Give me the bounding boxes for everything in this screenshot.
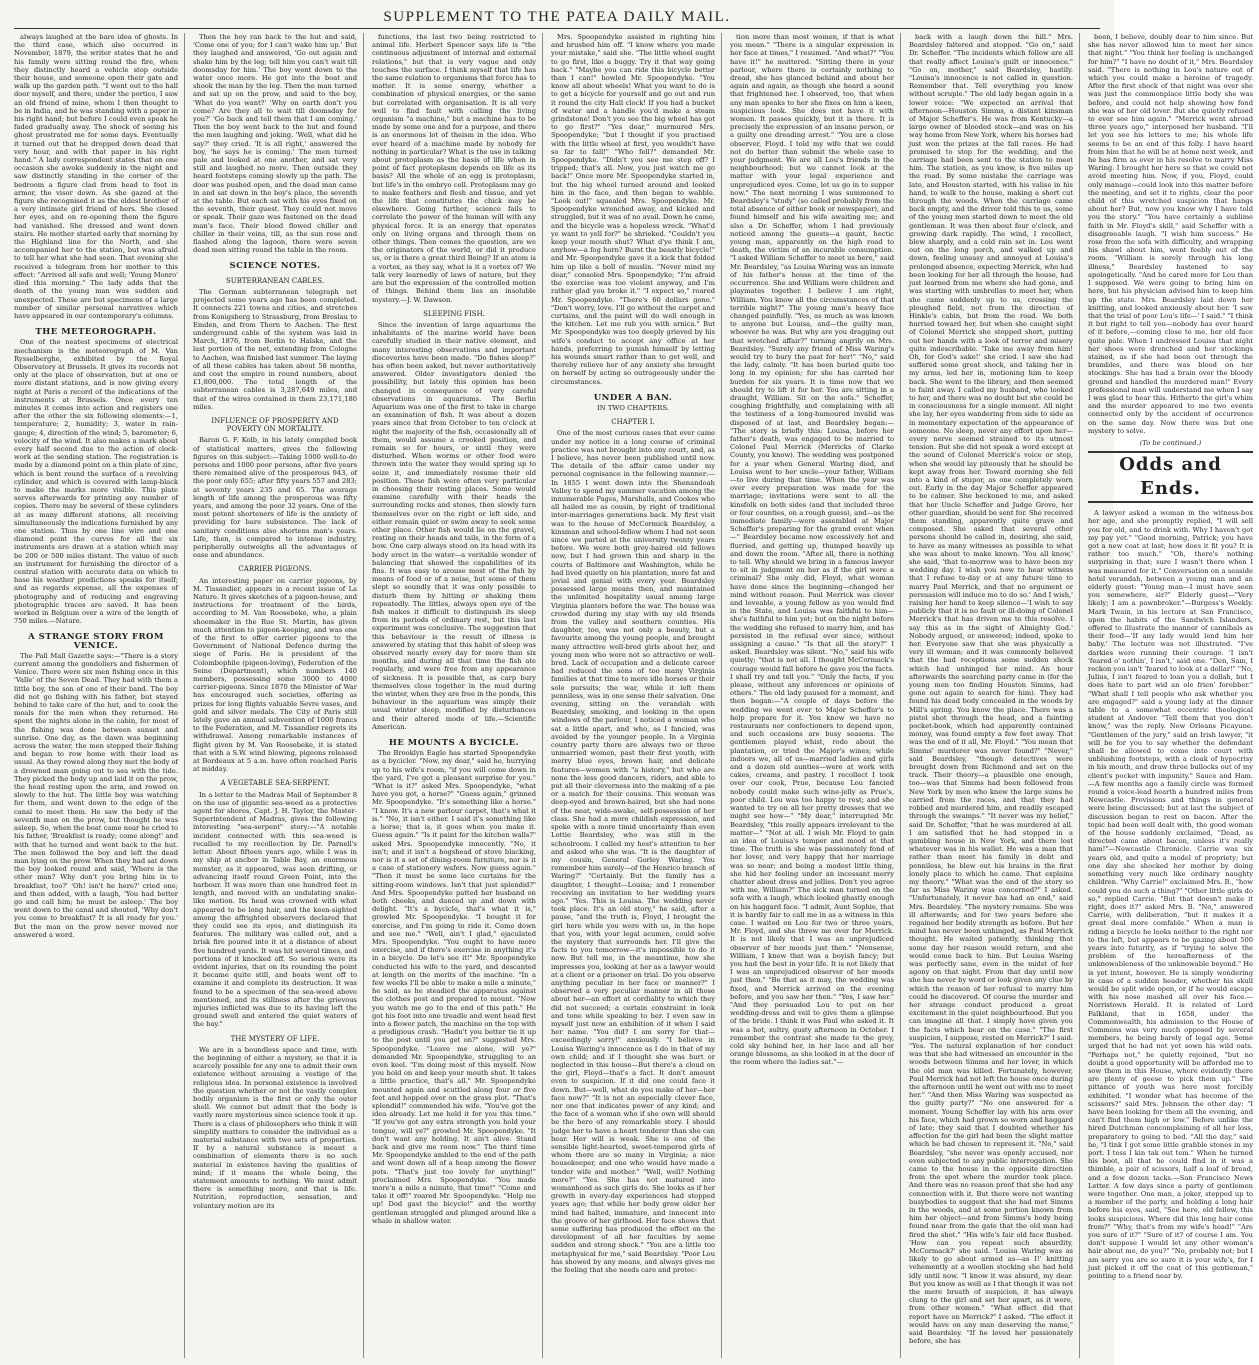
paragraph: Since the invention of large aquariums the inhabitants of the marine world have been carefully studied in their native element, and many interesting observations and important discoveries have been made. "Do fishes sleep?" has often been asked, but never authoritatively answered. Older investigators denied the possibility, but lately this opinion has been changed in consequence of very careful observations in aquariums. The Berlin Aquarium was one of the first to take in charge an examination of fish. It was about a dozen years since that from October to ten o'clock at night the majority of the fish, occasionally all of them, would assume a crooked position, and remain so for hours, or until they were disturbed. When worms or other food were thrown into the water they would spring up to seize it, and immediately resume their old position. These fish were often very particular in choosing their resting places. Some would examine carefully with their heads the surrounding rocks and stones, then slowly turn themselves over on the right or left side, and either remain quiet or swim away to seek some other place. Other fish would lie on the gravel, resting on their heads and tails, in the form of a bow. One carp always stood on its head with its body erect in the water—a veritable wonder of balancing that showed the capabilities of its fins. It was easy to arouse most of the fish by means of food or of a noise, but some of them slept so soundly that it was only possible to disturb them by hitting or shaking them repeatedly. The littles, always open eye of the fish makes it difficult to distinguish its sleep from its periods of ordinary rest, but this last experiment was conclusive. The suggestion that this behaviour is the result of illness is answered by stating that this habit of sleep was observed nearly every day for more than six months, and during all that time the fish ate regularly, and were free from any appearance of sickness. It is possible that, as carp bury themselves close together in the mud during the winter, when they are free in the ponds, this behaviour in the aquarium was simply their usual winter sleep, modified by disturbances and their altered mode of life.—Scientific American. <box>372 320 536 731</box>
paragraph: back with a laugh down the hill." Mrs. Beardsley faltered and stopped. "Go on," said Dr. Scheffer. "The incidents which follow are all that really affect Louisa's guilt or innocence." "Go on, mother," said Beardsley, hastily. "Louisa's innocence is not called in question. Remember that. Tell everything you know without scruple." The old lady began again in a lower voice: "We expected an arrival that afternoon—Houston Simms, a distant kinsman of Major Scheffer's. He was from Kentucky—a large owner of blooded stock—and was on his way home from New York, where his horses had just won the prizes at the fall races. He had promised to stop for the wedding, and the carriage had been sent to the station to meet him. The station, as you know, is five miles up the road. By some mistake the carriage was late, and Houston started, with his valise in his hand, to walk to the house, making a short cut through the woods. When the carriage came back empty, and the driver told this to us, some of the young men started down to meet the old gentleman. It was then about four o'clock, and growing dark rapidly. The wind, I recollect, blew sharply, and a cold rain set in. Lou went out on the long porch, and walked up and down, feeling uneasy and annoyed at Louisa's prolonged absence, expecting Merrick, who had been looking for her all through the house, had just learned from me where she had gone, and was starting with umbrellas to meet her, when she came suddenly up to us, crossing the ploughed field, not from the direction of Hinkle's cabin, but from the road. We both hurried toward her, but when she caught sight of Colonel Merrick she stopped short, putting out her hands with a look of terror and misery quite indescribable. 'Take me away from him! Oh, for God's sake!' she cried. I saw she had suffered some great shock, and taking her in my arms, led her in, motioning him to keep back. She went to the library, and then seemed to faint away. I called my husband, who looked to her, and there was no doubt but she could be in consciousness for a single moment. All night she lay, her eyes wandering from side to side as in momentary expectation of the appearance of someone. No sleep, never any effort upon her—every nerve seemed strained to its utmost tension. But she did not speak a word except at the sound of Colonel Merrick's voice or step, when she would lay piteously that he should be kept away from her. Toward morning she fell into a kind of stupor, as one completely worn out. Early in the day Major Scheffer appeared to be calmer. She beckoned to me, and asked that her Uncle Scheffer and Judge Grove, her other guardian, should be sent for. She received them standing, apparently quite grave and composed. She asked that several other persons should be called in, desiring, she said, to have as many witnesses as possible to what she was about to make known. 'You all know,' she said, 'that to-morrow was to have been my wedding day. I wish you now to hear witness that I refuse to-day or at any future time to marry Paul Merrick, and that no argument or persuasion will induce me to do so.' And I wish,' raising her hand to keep silence—'I wish to say publicly that it is no fault or ill-doing of Colonel Merrick's that has driven me to this resolve. I say this as in the sight of Almighty God.' Nobody argued, or answered; indeed, spoke to her. Everyone saw that she was physically a very ill woman; and it was commonly believed that the bad receptions some sudden shock which had unhinged her mind. An hour afterwards the searching party came in (for the young men too finding Houston Simms, had gone out again to search for him). They had found his dead body concealed in the woods by Mill's spring. You know the place. There was a pistol shot through the head, and a fainting pocket-book, which had apparently contained money, was found empty a few feet away. That was the end of it all, Mr. Floyd." "You mean that Simms' murderer was never found?" "Never," said Beardsley, "though detectives were brought down from Richmond and set on the track. Their theory—a plausible one enough, too—was that Simms had been followed from New York by men who knew the large sums he carried from the races, and that they had robbed and murdered him, and readily escaped through the swamps." "It never was my belief," said Dr. Scheffer, "that he was murdered at all. I am satisfied that he had stopped in a gambling house in New York, and there lost whatever was in his wallet. He was a man that rather than meet his family in debt and penniless, he blew out his brains in the first lonely place to which he came. That explains my theory." "What was the end of the story so far as Miss Waring was concerned?" I asked. "Unfortunately, it never has had an end," said Mrs. Beardsley. "The mystery remains. She was ill afterwards; and for two years before she regained her bodily strength as before. But her mind has never been unhinged, as Paul Merrick thought. He waited patiently, thinking that some day her reason would return, and she would come back to him. But Louisa Waring was perfectly sane, even in the midst of her agony on that night. From that day until now she has never by word or look given any clue by which the reason of her refusal to marry him could be discovered. Of course the murder and her strange conduct produced a great excitement in the quiet neighbourhood. But you can imagine all that. I simply have given you the facts which bear on the case." "The first suspicion, I suppose, rested on Merrick?" I said. "Yes. The natural explanation of her conduct was that she had witnessed an encounter in the woods between Simms and her lover, in which the old man was killed. Fortunately, however, Paul Merrick had not left the house once during the afternoon until he went out with me to meet her." "And then Miss Waring was suspected as the guilty party?" "No one answered for a moment. Young Scheffer lay with his arm over his face, which had grown so worn and haggard of late; they said that I doubted whether his affection for the girl had been the slight matter which he had chosen to represent it. "No," said Beardsley, "she never was openly accused, nor even subjected to any public interrogation. She came to the house in the opposite direction from the spot where the murder took place. And there was no reason proof that she had any connection with it. But there were not wanting busybodies to suggest that she had met Simms in the woods, and at some portion known from him her object—and from Simms's body being found near from the gate that the old man had fired the shot." "His wife's fair old face flushed. 'How can you repeat such absurdity, McCormack?' she said. 'Louisa Waring was as likely to go about armed as—as I!' knitting vehemently at a woollen stocking she had held idly until now. "I know it was absurd, my dear. But you know as well as I that though it was not the mere breath of suspicion, it has always clung to the girl and set her apart, as it were, from other women." "What effect did that report have on Merrick?" I asked. "The effect it would have on any man deserving the name," said Beardsley. "If he loved her passionately before, she has <box>909 33 1073 1346</box>
paragraph: tion more than most women, if that is what you mean." "There is a singular expression in her face at times," I resumed. "And what?" "You have it!" he muttered. "Sitting there in your parlour, where there is certainly nothing to dread, she has glanced behind and about her again and again, as though she heard a sound that frightened her. I observed, too, that when any man speaks to her she fixes on him a keen, suspicious look. She does not have it with women. It passes quickly, but it is there. It is precisely the expression of an insane person, or a guilty one dreading arrest." "You are a close observer, Floyd. I told my wife that we could not do better than submit the whole case to your judgment. We are all Lou's friends in the neighbourhood; but we cannot look at the matter with your legal experience and unprejudiced eyes. Come, let us go in to supper now." The next morning I was summoned to Beardsley's "study" (so called probably from the total absence of either book or newspaper), and found himself and his wife awaiting me; and also a Dr. Scheffer, whom I had previously noticed among the guests—a gaunt, hectic young man, apparently on the high road to death, the victim of an incurable consumption. "I asked William Scheffer to meet us here," said Mr. Beardsley, "as Louisa Waring was an inmate of his father's house at the time of the occurrence. She and William were children and playmates together. I believe I am right, William. You know all the circumstances of that terrible night?" The young man's heavy face changed painfully. "Yes, as much as was known to anyone but Louisa, and—the guilty man, whoever he was. But why are you dragging out that wretched affair?" turning angrily on Mrs. Beardsley. "Surely any friend of Miss Waring's would try to bury the past for her!" "No," said the lady, calmly. "It has been buried quite too long in my opinion; for she has carried her burden for six years. It is time now that we should try to lift it for her. You are sitting in a draught, William. Sit on the sofa." Scheffer, coughing frightfully, and complaining with all the testiness of a long-humoured invalid was disposed of at last, and Beardsley began:— "The story is briefly this: Louisa, before her father's death, was engaged to be married to Colonel Paul Merrick (Merricks of Clarke County, you know). The wedding was postponed for a year when General Waring died, and Louisa went to her uncle—your father, William—to live during that time. When the year was over every preparation was made for the marriage; invitations were sent to all the kinsfolk on both sides (and that included three or four counties, on a rough guess), and—as the immediate family—were assembled at Major Scheffer's preparing for the grand event when—" Beardsley became now excessively hot and flurried, and getting up, thumped heavily up and down the room. "After all, there is nothing to tell. Why should we bring in a famous lawyer to sit in judgment on her as if the girl were a criminal? She only did, Floyd, what woman have done since the beginning—changed her mind without reason. Paul Merrick was clever and loveable, a young fellow as you would find in the State, and Louisa was faithful to him—she's faithful to him yet; but on the night before the wedding she refused to marry him, and has persisted in the refusal ever since, without assigning a cause." "Is that all the story?" I asked. Beardsley was silent. "No," said his wife quietly; "that is not all. I thought McCormack's courage would fall before he gave you the facts. I shall try and tell you." "Only the facts, if you please, without any inferences or opinions of others." The old lady paused for a moment, and then began:—"A couple of days before the wedding we went over to Major Scheffer's to help prepare for it. You know we have no restaurants nor confectioners to depend upon, and such occasions are busy seasons. The gentlemen played whist, rode about the plantation, or tried the Major's wines; while indoors we, all of us—married ladies and girls and a dozen old aunties—were at work with cakes, creams, and pastry. I recollect I took over our cook, Prue, because Lou fancied nobody could make such wine-jelly as Prue's, poor child. Lou was too happy to rest; and she wanted to try on all her pretty dresses that we might see how—" "My dear," interrupted Mr. Beardsley, "this really appears irrelevant to the matter—" "Not at all. I wish Mr. Floyd to gain an idea of Louisa's temper and mood at that time. The truth is she was passionately fond of her lover, and very happy that her marriage was so near; and being a modest little thing, she hid her feeling under an incessant merry chatter about dress and jellies. Don't you agree with me, William?" The sick man turned on the sofa with a laugh, which looked ghastly enough on his haggard face. "I admit, Aunt Sophie, that it is hardly fair to call me in as a witness in this case. I waited on Lou for two or three years, Mr. Floyd, and she threw me over for Merrick. It is not likely that I was an unprejudiced observer of her moods just then." "Nonsense, William, I knew that was a boyish fancy; but you had the best in your life. It is not likely that I was an unprejudiced observer of her moods just then." "Be that as it may, the wedding was fixed, and Merrick arrived on the evening before, and you saw her then." "Yes, I saw her." "And they persuaded Lou to put on her wedding-dress and veil to give them a glimpse of the bride. I think it was Paul who asked it. It was a hot, sultry, gusty afternoon in October. I remember the contrast she made to the grey, cold sky behind her, in her lace and all her orange blossoms, as she looked in at the door of the room where the ladies sat."— <box>730 33 894 1067</box>
paragraph: The German subterranean telegraph net projected some years ago has been completed. It connects 221 towns and cities, and stretches from Konigsberg to Strassburg, from Breslau to Emden, and from Thorn to Aachen. The first underground cable of the system was laid in March, 1876, from Berlin to Halske, and the last portion of the net, extending from Cologne to Aachen, was finished last summer. The laying of all these cables has taken about 58 months, and cost the empire in round numbers, about £1,800,000. The total length of the subterranean cables is 3,287,649 miles, and that of the wires contained in them 23,171,180 miles. <box>193 287 357 411</box>
paragraph: In a letter to the Madras Mail of September 8 on the use of gigantic sea-weed as a protective agent for shores, Capt. J. H. Taylor, the Master-Superintendent of Madras, gives the following interesting "sea-serpent" story:—"A notable incident connected with this sea-weed is recalled to my recollection by Dr. Parnell's letter. About fifteen years ago, while I was in my ship at anchor in Table Bay, an enormous monster, as it appeared, was seen drifting, or advancing itself round Green Point, into the harbour. It was more than one hundred feet in length, and moved with an undulating snake-like motion. Its head was crowned with what appeared to be long hair, and the keen-sighted among the affrighted observers declared that they could see its eyes, and distinguish its features. The military was called out, and a brisk fire poured into it at a distance of about five hundred yards. It was hit several times, and portions of it knocked off. So serious were its evident injuries, that on its rounding the point it became quite still, and boats went off to examine it and complete its destruction. It was found to be a specimen of the sea-weed above mentioned, and its stillness after the grievous injuries inflicted was due to its having left the ground swell and entered the quiet waters of the bay." <box>193 790 357 1029</box>
section-subheading: A VEGETABLE SEA-SERPENT. <box>220 779 330 788</box>
section-subheading: INFLUENCE OF PROSPERITY AND POVERTY ON MORTALITY. <box>211 416 339 434</box>
paragraph: We are in a boundless space and time, with the beginning of either a mystery, so that it is scarcely possible for any one to admit their own existence without arousing a vestige of the religious idea. In personal existence is involved the question whether or not the vastly complex bodily organism is the first or only the outer shell. We cannot but admit that the body is vastly more mysterious since science took it up. There is a class of philosophers who think it will simplify matters to consider the individual as a material substance with two sets of properties. If by a natural substance is meant a combination of elements there is no such material in existence having the qualities of mind; if it means the whole being, the statement amounts to nothing. We must admit there is something more, and that is life. Nutrition, reproduction, sensation, and voluntary motion are its <box>193 1045 357 1210</box>
paragraph: been, I believe, doubly dear to him since. But she has never allowed him to meet her since that night." "You think her feeling is unchanged for him?" "I have no doubt of it," Mrs. Beardsley said. "There is nothing in Lou's nature out of which you could make a heroine of tragedy. After the first shock of that night was over she was just the commonplace little body she was before, and could not help showing how fond she was of her old lover. But she quietly refused to ever see him again." "Merrick went abroad three years ago," interposed her husband. "I'll let you see his letters to me; his whole life seems to be an end of this folly. I have heard from him that he will be at home next week, and he has firm as ever in his resolve to marry Miss Waring. I brought her here so that we could not avoid meeting him. Now, if you, Floyd, could only manage—could look into this matter before the meeting, and set it to rights, clear the poor child of this wretched suspicion that hangs about her? But, now you know why I have told you the story." "You have certainly a sublime faith in Mr. Floyd's skill," said Scheffer with a disagreeable laugh. "I wish him success." He rose from the sofa with difficulty, and wrapping his shawl about him, went feebly out of the room. "William is sorely through his long illness," Beardsley hastened to say apologetically. "And he cared more for Lou than I supposed. We were going to bring him on here, but his physician advised him to keep him up the state. Mrs. Beardsley laid down her knitting, and looked anxiously about her. 'I saw that the trial of poor Lou's life—' I said." "I think it but right to tell you—nobody has ever heard of it before,—coming close to me, her old face quite pale. When I undressed Louisa that night her shoes were drenched and her stockings stained, as if she had been out through the brambles, and there was blood on her stockings. She has had a brain over the bloody ground and handled the murdered man!" Every professional man will understand me when I say I was glad to hear this. Hitherto the girl's whim and the murder appeared to me two events connected only by the accident of occurrence on the same day. Now there was but one mystery to solve. <box>1088 33 1253 435</box>
column-6 <box>909 33 1080 1358</box>
paragraph: always laughed at the bare idea of ghosts. In the third case, which also occurred in November, 1879, the writer states that he and his family were sitting round the fire, when they distinctly heard a vehicle stop outside their house, and someone open their gate and walk up the garden path. "I went out to the hall door myself, and there, under the portico, I saw an old friend of mine, whom I then thought to be in India, and he was standing with a paper in his right hand; but before I could even speak he faded gradually away. The shock of seeing his ghost prostrated me for some days. Eventually it turned out that he dropped down dead that very hour, and with that paper in his right hand." A lady correspondent states that on one occasion she awoke suddenly in the night and saw distinctly standing in the corner of the bedroom a figure clad from head to foot in armor, the visor down. As she gazed at the figure she recognised it as the eldest brother of a very intimate girl friend of hers. She closed her eyes, and on re-opening them the figure had vanished. She dressed and went down stairs. He mother started early that morning by the Highland line for the North, and she accompanied her to the station, but was afraid to tell her what she had seen. That evening she received a telegram from her mother to this effect: "Arrived all safe and well; 'Young Monro' died this morning." The lady adds that the death of the young man was sudden and unexpected. These are but specimens of a large number of similar personal narratives which have appeared in our contemporary's columns. <box>14 33 178 320</box>
paragraph: An interesting paper on carrier pigeons, by M. Tissandier, appears in a recent issue of La Nature. It gives sketches of a pigeon-house, and instructions for treatment of the birds, according to M. Van Roosebeke, who, a plain shoemaker in the Rue St. Martin, has given much attention to pigeon-keeping, and was one of the first to offer carrier pigeons to the Government of National Defence during the siege of Paris. He is president of the Colombophile (pigeon-loving), Federation of the Seine (Department), which numbers 140 members, possessing some 3000 to 4000 carrier-pigeons. Since 1870 the Minister of War has encouraged such societies, offering as prizes for long flights valuable Sevre vases, and gold and silver medals. The City of Paris still lately gave an annual subvention of 1000 francs to the Federation, and M. Tissandier regrets its withdrawal. Among remarkable instances of flight given by M. Van Roosebeke, it is stated that with a S.W. wind blowing, pigeons released at Bordeaux at 5 a.m. have often reached Paris at midday. <box>193 576 357 774</box>
section-subheading: SLEEPING FISH. <box>423 309 485 318</box>
subheading: IN TWO CHAPTERS. <box>597 403 669 412</box>
column-5 <box>730 33 901 1358</box>
column-7 <box>1088 33 1259 1358</box>
paragraph: The Brooklyn Eagle has started Spoopendyke as a bycicler. "Now, my dear," said he, hurrying up to his wife's room, "if you will come down in the yard, I've got a pleasant surprise for you." "What is it?" asked Mrs. Spoopendyke, "what have you got, a horse?" "Guess again," grinned Mr. Spoopendyke. "It's something like a horse." "I know. It's a new parlour carpet, that's what it is." "No, it isn't either. I said it's something like a horse; that is, it goes when you make it. Guess again." "Is it paint for the kitchen walls?" asked Mrs. Spoopendyke innocently. "No, it isn't; and it isn't a hogshead of stove blacking, nor is it a set of dining-room furniture, nor is it a case of stationery wafers. Now guess again." "Then it must be some lace curtains for the sitting-room windows. Isn't that just splendid?" And Mrs. Spoopendyke patted her husband on both cheeks, and danced up and down with delight. "It's a bycicle, that's what it is," growled Mr. Spoopendyke. "I bought it for exercise, and I'm going to ride it. Come down and see me." "Well, ain't I glad," ejaculated Mrs. Spoopendyke. "You ought to have more exercise, and if there's exercise in anything it's in a bicycle. Do let's see it!" Mr. Spoopendyke conducted his wife to the yard, and descanted at length on the merits of the machine. "In a few weeks I'll be able to make a mile a minute," he said, as he steadied the apparatus against the clothes post and prepared to mount. "Now you watch me go to the end of this path." He got his foot into one treadle and went head first into a flower patch, the machine on the top with a prodigious crash. "Hadn't you better tie it up to the post until you get on?" suggested Mrs. Spoopendyke. "Leave me alone, will ye?" demanded Mr. Spoopendyke, struggling to an even keel. "I'm doing most of this myself. Now you hold on and keep your mouth shut. It takes a little practice, that's all." Mr. Spoopendyke mounted again and scuttled along four or five feet and hopped over on the grass plot. "That's splendid!" commended his wife. "You've got the idea already. Let me hold it for you this time." "If you've got any extra strength you hold your tongue, will ye?" growled Mr. Spoopendyke. "It don't want any holding. It ain't alive. Stand back and give me room now." The third time Mr. Spoopendyke ambled to the end of the path and went down all of a heap among the flower pots. "That's just too lovely for anything!" proclaimed Mrs. Spoopendyke. "You made more'n a mile a minute, that time!" "Come and take it off!" roared Mr. Spoopendyke. "Help me up! Dod gast the bicycle!" and the worthy gentleman struggled and plunged around like a whale in shallow water. <box>372 749 536 1225</box>
paragraph: Baron G. F. Kolb, in his lately compiled book of statistical matters, gives the following figures on this subject:—Taking 1000 well-to-do persons and 1000 poor persons, after five years there remained alive of the prosperous 943, of the poor only 655; after fifty years 557 and 283; at seventy years 235 and 65. The average length of life among the prosperous was fifty years, and among the poor 32 years. One of the most potent shorteners of life is the anxiety of providing for bare subsistence. The lack of sanitary conditions also shortens man's years. Life, then, is compared to intense industry, peripherally outweighs all the advantages of ease and abundance. <box>193 436 357 560</box>
section-subheading: THE MYSTERY OF LIFE. <box>230 1034 320 1043</box>
section-subheading: SUBTERRANEAN CABLES. <box>226 276 324 285</box>
article-heading: A STRANGE STORY FROM VENICE. <box>28 632 164 651</box>
odds-and-ends-heading: Odds and Ends. <box>1088 451 1253 503</box>
article-heading: SCIENCE NOTES. <box>229 261 321 272</box>
article-heading: UNDER A BAN. <box>593 392 673 403</box>
paragraph: One of the most curious cases that ever came under my notice in a long course of criminal practice was not brought into any court, and, as I believe, has never been published until now. The details of the affair came under my personal cognisance in the following manner:— In 1855 I went down into the Shenandoah Valley to spend my summer vacation among the innumerable Pages, Marshalls, and Cookes who all hailed me as cousin, by right of traditional inter-marriages generations back. My first visit was to the house of McCormick Beardsley, a kinsman and school-fellow whom I had not seen since we parted at the university twenty years before. We were both grey-haired old fellows now, but I had grown thin and sharp in the courts of Baltimore and Washington, while he had lived quietly on his plantation, more fat and jovial and genial with every year. Beardsley possessed large means then, and maintained the unlimited hospitality usual among large Virginia planters before the war. The house was crowded during my stay with my old friends from the valley and southern counties. His daughter, too, was not only a beauty, but a favourite among the young people, and brought many attractive well-bred girls about her, and young men who were not so attractive or well-bred. Lack of occupation and a delicate career had reduced the sons of too many Virginia families at that time to mere idle horses or their sole pursuits; the war, while it left them penniless, was in one sense their salvation. One evening, sitting on the verandah with Beardsley, smoking, and looking in the open windows of the parlour, I noticed a woman who sat a little apart, and who, as I fancied, was avoided by the younger people. In a Virginia country party there are always two or three unmarried women, past their first youth, with merry blue eyes, brown hair, and delicate features—women with "a history," but who are none the less good dancers, riders, and able to put all their cleverness into the making of a pie or a match for their cousins. This woman was deep-eyed and brown-haired, but she had none of the neat, wide-awake, self-possession of her class. She had a more childish expression, and spoke with a more timid uncertainty than even Lottie Beardsley, who was still in the schoolroom. I called my host's attention to her and asked who she was. "It is the daughter of my cousin, General Gorley Waring. You remember him surely—of the Henrico branch of Waring?" "Certainly. But the family has a daughter, I thought—Louisa; and I remember receiving an invitation to her wedding years ago." "Yes. This is Louisa. The wedding never took place. It's an old story," he said, after a pause, "and the truth is, Floyd, I brought the girl here while you were with us, in the hope that you, with your legal acumen, could solve the mystery that surrounds her. I'll give the facts to you tomorrow—it's impossible to do it now. But tell me, in the meantime, how she impresses you, looking at her as a lawyer would at a client or a prisoner on trial. Do you observe anything peculiar in her face or manner?" I observed a very peculiar manner in all those about her—an effort at cordiality to which they did not succeed; a certain constraint in look and tone while speaking to her. I even saw in myself just now an exhibition of it when I said her name. "You did? I am sorry for that—exceedingly sorry!" anxiously. "I believe in Louisa Waring's innocence as I do in that of my own child; and if I thought she was hurt or neglected in this house—But there's a cloud on the girl, Floyd—that's a fact. It don't amount even to suspicion. If it did one could face it down. But—well, what do you make of her—her face now?" "It is not an especially clever face, nor one that indicates power of any kind; and the face of a woman who if she own will should be the hero of any remarkable story. I should judge her to have a heart tenderer than she can bear. Her will is weak. She is one of the sensible light-hearted, sweet-tempered girls of whom there are so many in Virginia; a nice housekeeper, and one who would have made a tender wife and mother." "Well, well? Nothing more?" "Yes. She has not matured into womanhood as such girls do. She looks as if her growth in every-day experiences had stopped years ago; that while her body grew older her mind had halted, immature, and innocent into the groove of her girlhood. Her face shows that some suffering has produced the effect on the development of all her faculties by some sudden and strong shock." "You are a little too metaphysical for me," said Beardsley. "Poor Lou has showed by any means, and always gives me the feeling that she needs care and protec- <box>551 429 715 1275</box>
column-4 <box>551 33 722 1358</box>
paragraph: One of the neatest specimens of electrical mechanism is the meteorograph of M. Van Rysselberghe, exhibited by the Royal Observatory at Brussels. It gives its records not only at the place of observation, but at one or more distant stations, and is now giving every night at Paris a record of the indications of the instruments at Brussels. Once every ten minutes it comes into action and registers one after the other the six following elements:—1, temperature; 2, humidity; 3, water in rain-gauge; 4, direction of the wind; 5, barometer; 6, velocity of the wind. It also makes a mark about every half second due to the action of clock-work at the sending station. The registration is made by a diamond point on a thin plate of zinc, which is bent round the surface of a revolving cylinder, and which is covered with lamp-black to make the marks more visible. This plate serves afterwards for printing any number of copies. There may be several of these cylinders at as many different stations, all receiving simultaneously the indications furnished by any one station. Thus by one line wire and one diamond point the curves for all the six instruments are drawn at a station which may be 200 or 500 miles distant. The value of such an instrument for furnishing the director of a central station with accurate data on which to base his weather predictions speaks for itself; and as regards expense, all the expenses of photography and of reducing and engraving photographic traces are saved. It has been worked in Belgium over a wire of the length of 750 miles.—Nature. <box>14 338 178 626</box>
paragraph: Then the boy ran back to the hut and said, 'Come one of you; for I can't wake him up.' But they laughed and answered, 'Go out again and shake him by the leg; tell him you can't wait till doomsday for him.' The boy went down to the water once more. He got into the boat and shook the man by the leg. Then the man turned and sat up on the prow, and said to the boy, 'What do you want?' 'Why on earth don't you come? Are they all to wait till doomsday for you?' 'Go back and tell them that I am coming.' Then the boy went back to the hut and found the men laughing and joking. 'Well, what did he say?' they cried. 'It is all right,' answered the boy, 'he says he is coming.' The men turned pale and looked at one another, and sat very still and laughed no more. Then outside they heard footsteps coming slowly up the path. The door was pushed open, and the dead man came in and sat down in the boy's place, the seventh at the table. But each sat with his eyes fixed on the seventh, their guest. They could not move or speak. Their gaze was fastened on the dead man's face. Their blood flowed chiller and chiller in their veins, till, as the sun rose and flashed along the lagoon, there were seven dead men sitting round the table in the room. <box>193 33 357 255</box>
columns <box>14 33 1254 1358</box>
paragraph: Mrs. Spoopendyke assisted in righting him and brushed him off. "I know where you made your mistake," said she. "The little wheel ought to go first, like a buggy. Try it that way going back." "Maybe you can ride this bicycle better than I can!" howled Mr. Spoopendyke. "You know all about wheels! What you want to do is to get a bicycle for yourself and go out and run it round the city Hall clock! If you had a bucket of water and a handle you'd make a steam grindstone! Don't you see the big wheel has got to go first?" "Yes dear," murmured Mrs. Spoopendyke; "but I thought if you practised with the little wheel at first, you wouldn't have so far to fall!" "Who fell?" demanded Mr. Spoopendyke. "Didn't you see me step off? I tripped; that's all. Now, you just watch me go back!" Once more Mr. Spoopendyke started in, but the big wheel turned around and looked him in the face, and then began to wabble. "Look out!" squealed Mrs. Spoopendyke. Mr. Spoopendyke wrenched away, and kicked and struggled, but it was of no avail. Down he came, and the bicycle was a hopeless wreck. "What'd ye want to yell for?" he shrieked. "Couldn't you keep your mouth shut? What d'ye think I am, anyhow—a fog horn? Burst the beastly bicycle!" and Mr. Spoopendyke gave it a kick that folded him up like a boll of muslin. "Never mind my dear," consoled Mrs. Spoopendyke; "I'm afraid the exercise was too violent anyway, and I'm rather glad you broke it." "I expect so," roared Mr. Spoopendyke. "There's 60 dollars gone." "Don't worry, love. I'll go without the carpet and curtains, and the paint will do well enough in the kitchen. Let me rub you with arnica." But Mr. Spoopendyke was too deeply grieved by his wife's conduct to accept any office at her hands, preferring to punish himself by letting his wounds smart rather than to get well, and thereby relieve her of any anxiety she brought on herself by acting so outrageously under the circumstances. <box>551 33 715 386</box>
continued-note: (To be continued.) <box>1139 438 1202 447</box>
column-3 <box>372 33 543 1358</box>
column-2 <box>193 33 364 1358</box>
column-1 <box>14 33 185 1358</box>
masthead: SUPPLEMENT TO THE PATEA DAILY MAIL. <box>14 6 1100 29</box>
section-subheading: CHAPTER I. <box>611 418 655 427</box>
paragraph: The Pall Mall Gazette says:—"There is a story current among the gondoliers and fishermen of Venice. There were six men fishing once in this 'Valle' of the Seven Dead. They had with them a little boy, the son of one of their band. The boy did not go fishing with his father, but stayed behind to take care of the hut, and to cook the meals for the men when they returned. He spent the nights alone in the cabin, for most of the fishing was done between sunset and sunrise. One day, as the dawn was beginning across the water, the men stopped their fishing and began to row home with their load as usual. As they rowed along they met the body of a drowned man going out to sea with the tide. They picked the body up and laid it on the prow, the head resting upon the arm, and rowed on slowly to the hut. The little boy was watching for them, and went down to the edge of the canal to meet them. He saw the body of the seventh man on the prow, but thought he was asleep. So, when the boat came near he cried to his father, 'Breakfast is ready; come along!' and with that he turned and went back to the hut. The men followed the boy and left the dead man lying on the prow. When they had sat down the boy looked round and said, 'Where is the other man? Why don't you bring him in to breakfast, too?' 'Oh! isn't he here?' cried one; and then added, with a laugh, 'You had better go and call him; he must be asleep.' The boy went down to the canal and shouted, 'Why don't you come to breakfast? It is all ready for you.' But the man on the prow never moved nor answered a word. <box>14 651 178 939</box>
paragraph: A lawyer asked a woman in the witness-box her age, and she promptly replied, "I will sell you for old, and to drink with. Why I haven't got my pay yet." "Good morning, Patrick; you have got a new coat at last; how does it fit you? It is rather too much." "Oh, there's nothing surprising in that; sure I wasn't there when I was measured for it." Conversation on a seaside hotel verandah, between a young man and an elderly guest: "Young man—I must have seen you somewhere, sir?" Elderly guest—"Very likely; I am a pawnbroker."—Burgess's Weekly. Mark Twain, in his lecture at San Francisco, upon the habits of the Sandwich Islanders, offered to illustrate the manner of cannibals as their food—'If any lady would lend him her baby.' The lecture was not illustrated. "I've darkies were running their courage. 'I isn't 'feared o' nothin', I isn't,' said one. "Den, Sam, I reckon you isn't 'feared to look at a dollar!" "No, Julius, I isn't feared to loan you a dollah, but I does hate to part wid an ole frien' forebber." "What shall I tell people who ask whether you are engaged?" said a young lady at the dinner table to a somewhat eccentric theological student at Andover. "Tell them that you don't know," was the reply. New Orleans Picayune. "Gentlemen of the jury," said an Irish lawyer, "it will be for you to say whether the defendant shall be allowed to come into court with unblushing footsteps, with a cloak of hypocrisy in his mouth, and draw three bullocks out of my client's pocket with impunity." Sauce and Ham.—A few months ago a family circle was formed round a voice-lead hearth a hundred miles from Newcastle. Provisions and things in general were being discussed; but at last the subject of discussion began to rest on bacon. After the topic had been well dealt with, the good woman of the house suddenly exclaimed, "Dead, as directed came about bacon, unless it's really ham!"—Newcastle Chronicle. Carrie was six years old, and quite a model of propriety; but one day she shocked her mother by doing something very much like ordinary naughty children. "Why Carrie!" exclaimed Mrs. B., "how could you do such a thing?" "Other little girls do so," replied Carrie. "But that doesn't make it right, does it?" asked Mrs. B. "No," answered Carrie, with deliberation, "but it makes it a great deal more comfable." When a man is riding a bicycle he looks neither to the right nor to the left, but appears to be gazing about 500 years into futurity, as if "trying to solve the problem of the hereafterness of the unknowableness of the unknowable beyond." He is yet intent, however. He is simply wondering in case of a sudden header, whether his skull would be split wide open, or if he would escape with his nose mashed all over his face.—Norristown Herald. It is related of Lord Falkland, that in 1658, under the Commonwealth, his admission to the House of Commons was very much opposed by several members, he being barely of legal age. Some urged that he had not yet sown his wild oats. "Perhaps not," he quietly rejoined, "but no doubt a good opportunity will be afforded me to sow them in this House, where evidently there are plenty of geese to pick them up." The pittance of youth was here most forcibly exhibited. "I wonder what has become of the scissors?" said Mrs. Johnson the other day: "I have been looking for them all the evening, and can't find them high or low." Before unlike the hired Dutchman concomplaining of all her loss, preparatory to going to bed. "All the day," said he, "I tink I got some little grahble stones in my port. I tess I kin tak out tem." When he turned his boot, all that he could find in it was a thimble, a pair of scissors, half a loaf of bread, and a few dozen tacks.—San Francisco News Letter. A few days since a party of gentlemen were together. One man, a joker, stepped up to a member of the party, and holding a long hair before his eyes, said, "See here, old fellow, this looks suspicious. Where did this long hair come from?" "Why, that's from my wife's head!" "Are you sure of it?" "Sure of it? of course I am. You don't suppose I would let any other woman's hair about me, do you?" "No, probably not; but I am sorry you are so sure it is your wife's, for I just picked it off the coat of this gentleman," pointing to a friend near by. <box>1088 509 1254 1281</box>
article-heading: THE METEOROGRAPH. <box>35 327 157 338</box>
paragraph: functions, the last two being restricted to animal life. Herbert Spencer says life is "the continuous adjustment of internal and external relations," but that is very vague and only touches the surface. I think myself that life has the same relation to organisms that force has to matter. It is some energy, whether a combination of physical energies, or the same but correlated with organisation. It is all very well to find fault with calling the living organism "a machine," but a machine has to be made by some one and for a purpose, and there is an enormous lot of theism in the idea. Who ever heard of a machine made by nobody for nothing in particular? What is the use in talking about protoplasm as the basis of life when in point of fact protoplasm depends on life as its basis? All the whole of an egg is protoplasm, but life's in the embryo cell. Protoplasm may go to make feathers and flesh and tissue, and yet the life that constitutes the chick may be elsewhere. Going further, science fails to correlate the power of the human will with any physical force. It is an energy that operates only on living organs and through them on other things. Then comes the question, are we the originators of the world, or did it produce us, or is there a great third Being? If an atom is a vortex, as they say, what is it a vortex of? We talk very learnedly of laws of nature, but they are but the expression of the controlled motion of things. Behind them lies an insoluble mystery.—J. W. Dawson. <box>372 33 536 304</box>
section-subheading: CARRIER PIGEONS. <box>238 565 312 574</box>
article-heading: HE MOUNTS A BYCICLE. <box>388 738 520 749</box>
